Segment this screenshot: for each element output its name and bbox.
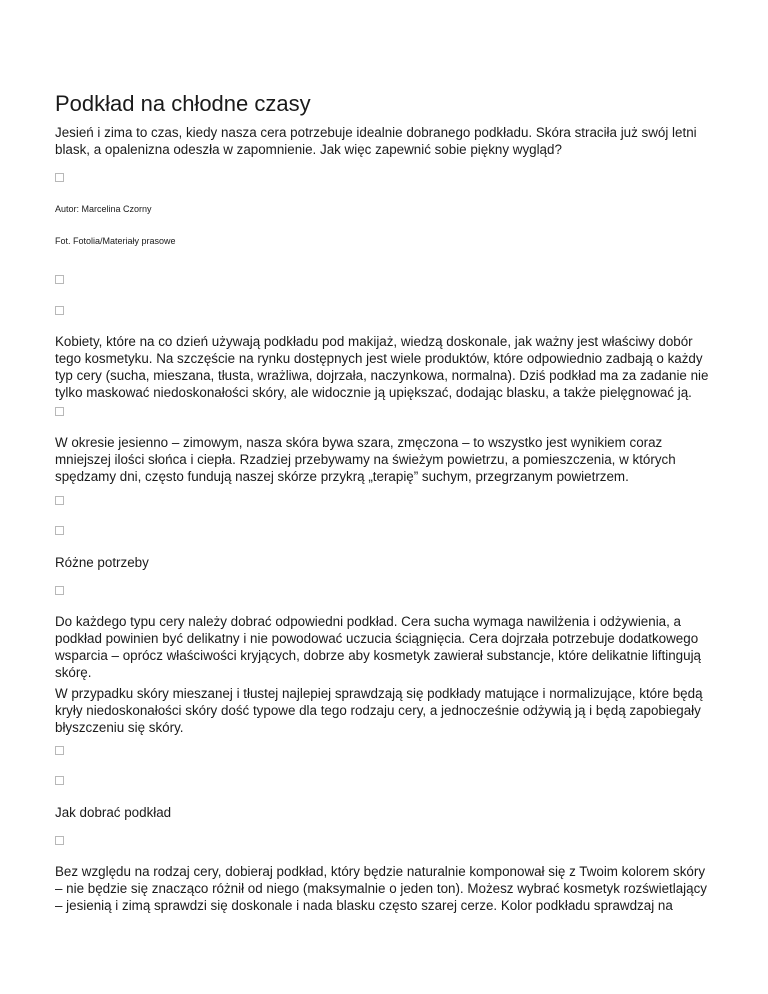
- image-placeholder-icon: [55, 407, 64, 416]
- paragraph-1: Kobiety, które na co dzień używają podkładu pod makijaż, wiedzą doskonale, jak ważny jest właściwy dobór tego kosmetyku. Na szczęście na rynku dostępnych jest wiele produktów, które odpowiednio zadbają o każdy typ cery (sucha, mieszana, tłusta, wrażliwa, dojrzała, naczynkowa, normalna). Dziś podkład ma za zadanie nie tylko maskować niedoskonałości skóry, ale widocznie ją upiększać, dodając blasku, a także pielęgnować ją.: [55, 334, 709, 400]
- section-heading-2: Jak dobrać podkład: [55, 805, 172, 820]
- paragraph-3: Do każdego typu cery należy dobrać odpowiedni podkład. Cera sucha wymaga nawilżenia i odżywienia, a podkład powinien być delikatny i nie powodować uczucia ściągnięcia. Cera dojrzała potrzebuje dodatkowego wsparcia – oprócz właściwości kryjących, dobrze aby kosmetyk zawierał substancje, które delikatnie liftingują skórę.: [55, 614, 702, 680]
- article-title: Podkład na chłodne czasy: [55, 91, 311, 116]
- paragraph-2: W okresie jesienno – zimowym, nasza skóra bywa szara, zmęczona – to wszystko jest wynikiem coraz mniejszej ilości słońca i ciepła. Rzadziej przebywamy na świeżym powietrzu, a pomieszczenia, w których spędzamy dni, często fundują naszej skórze przykrą „terapię” suchym, przegrzanym powietrzem.: [55, 435, 676, 484]
- photo-credit: Fot. Fotolia/Materiały prasowe: [55, 236, 176, 246]
- author-line: Autor: Marcelina Czorny: [55, 204, 152, 214]
- intro-paragraph: Jesień i zima to czas, kiedy nasza cera potrzebuje idealnie dobranego podkładu. Skóra straciła już swój letni blask, a opalenizna odeszła w zapomnienie. Jak więc zapewnić sobie piękny wygląd?: [55, 125, 697, 157]
- image-placeholder-icon: [55, 496, 64, 505]
- image-placeholder-icon: [55, 306, 64, 315]
- section-heading-1: Różne potrzeby: [55, 555, 149, 570]
- image-placeholder-icon: [55, 776, 64, 785]
- image-placeholder-icon: [55, 173, 64, 182]
- paragraph-4: W przypadku skóry mieszanej i tłustej najlepiej sprawdzają się podkłady matujące i normalizujące, które będą kryły niedoskonałości skóry dość typowe dla tego rodzaju cery, a jednocześnie odżywią ją i będą zapobiegały błyszczeniu się skóry.: [55, 686, 703, 735]
- paragraph-5: Bez względu na rodzaj cery, dobieraj podkład, który będzie naturalnie komponował się z Twoim kolorem skóry – nie będzie się znacząco różnił od niego (maksymalnie o jeden ton). Możesz wybrać kosmetyk rozświetlający – jesienią i zimą sprawdzi się doskonale i nada blasku często szarej cerze. Kolor podkładu sprawdzaj na: [55, 864, 707, 913]
- image-placeholder-icon: [55, 526, 64, 535]
- image-placeholder-icon: [55, 746, 64, 755]
- image-placeholder-icon: [55, 275, 64, 284]
- image-placeholder-icon: [55, 586, 64, 595]
- image-placeholder-icon: [55, 836, 64, 845]
